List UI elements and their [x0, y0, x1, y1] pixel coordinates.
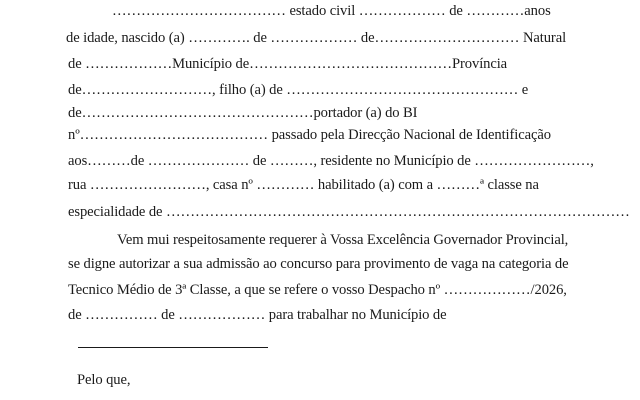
closing-text: Pelo que,: [77, 372, 131, 388]
form-line-5: de…………………………………………portador (a) do BI: [68, 105, 418, 121]
form-line-1: ……………………………… estado civil ……………… de …………anos: [112, 3, 551, 19]
form-line-9: especialidade de ……………………………………………………………………………………: [68, 204, 630, 220]
request-line-3: Tecnico Médio de 3ª Classe, a que se refere o vosso Despacho nº ………………/2026,: [68, 282, 567, 298]
request-line-4: de …………… de ……………… para trabalhar no Município de: [68, 307, 447, 323]
form-line-3: de ………………Município de……………………………………Província: [68, 56, 508, 72]
form-line-4: de………………………, filho (a) de ………………………………………… e: [68, 82, 529, 98]
form-line-2: de idade, nascido (a) …………. de ……………… de………………………… Natural: [66, 30, 567, 46]
form-line-7: aos………de ………………… de ………, residente no Município de ……………………,: [68, 153, 594, 169]
blank-rule: [78, 347, 268, 348]
form-line-8: rua ……………………, casa nº ………… habilitado (a) com a ………ª classe na: [68, 177, 539, 193]
request-line-1: Vem mui respeitosamente requerer à Vossa Excelência Governador Provincial,: [117, 232, 569, 248]
form-line-6: nº………………………………… passado pela Direcção Nacional de Identificação: [68, 127, 551, 143]
request-line-2: se digne autorizar a sua admissão ao concurso para provimento de vaga na categoria de: [68, 256, 569, 272]
